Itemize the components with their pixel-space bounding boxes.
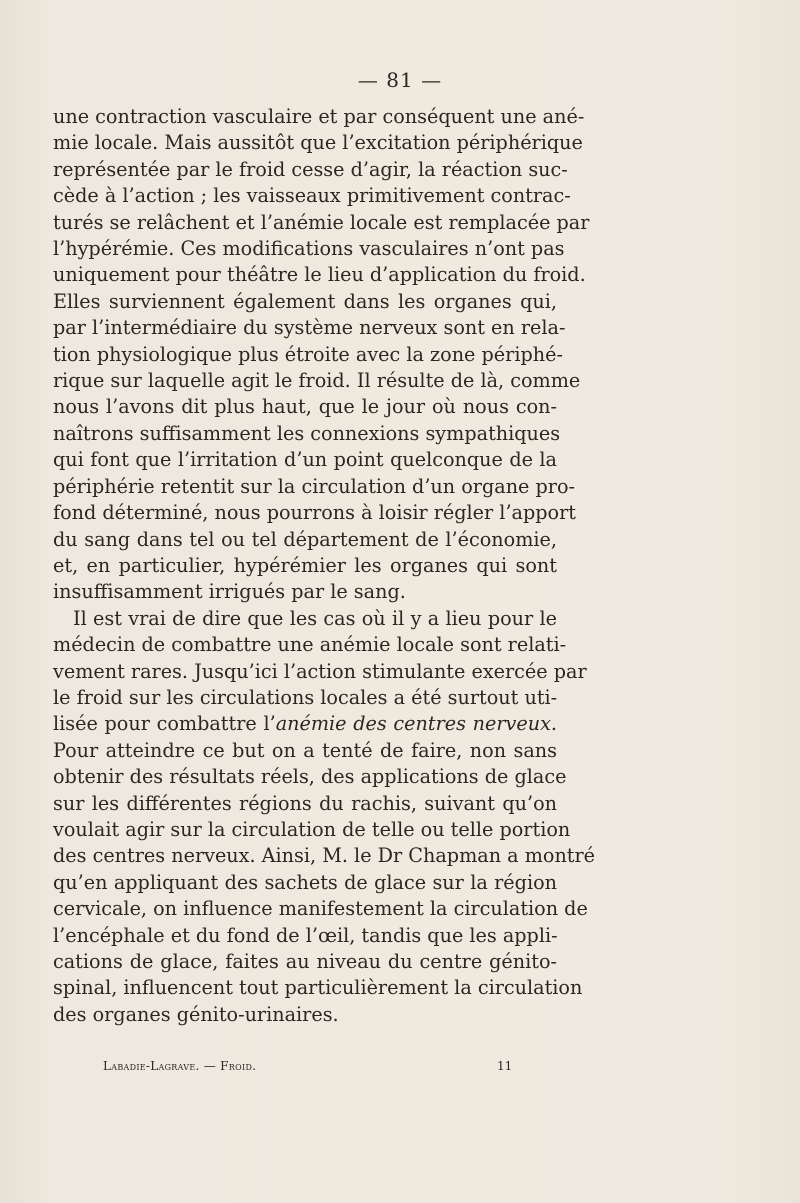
- text-line: qui font que l’irritation d’un point quelconque de la: [53, 448, 557, 472]
- text-line: naîtrons suffisamment les connexions sympathiques: [53, 421, 561, 445]
- text-line: représentée par le froid cesse d’agir, la réaction suc-: [53, 157, 568, 181]
- text-line: Pour atteindre ce but on a tenté de faire, non sans: [53, 738, 557, 762]
- text-line: cervicale, on influence manifestement la circulation de: [53, 897, 588, 921]
- text-line: le froid sur les circulations locales a été surtout uti-: [53, 685, 558, 709]
- footer-author: Labadie-Lagrave. — Froid.: [103, 1059, 257, 1073]
- text-line: nous l’avons dit plus haut, que le jour où nous con-: [53, 395, 557, 419]
- text-line: voulait agir sur la circulation de telle ou telle portion: [53, 817, 571, 841]
- text-line: vement rares. Jusqu’ici l’action stimulante exercée par: [53, 659, 587, 683]
- text-line: périphérie retentit sur la circulation d’un organe pro-: [53, 474, 575, 498]
- paragraph-2: [53, 606, 596, 1029]
- text-line: tion physiologique plus étroite avec la zone périphé-: [53, 342, 563, 366]
- text-line: cations de glace, faites au niveau du centre génito-: [53, 950, 557, 973]
- text-line: mie locale. Mais aussitôt que l’excitation périphérique: [53, 131, 583, 155]
- text-line: des centres nerveux. Ainsi, M. le Dr Chapman a montré: [53, 844, 596, 868]
- text-line: fond déterminé, nous pourrons à loisir régler l’apport: [53, 501, 576, 525]
- text-line: turés se relâchent et l’anémie locale est remplacée par: [53, 210, 590, 234]
- text-line: Elles surviennent également dans les organes qui,: [53, 289, 557, 313]
- text-line: rique sur laquelle agit le froid. Il résulte de là, comme: [53, 369, 581, 393]
- text-line: des organes génito-urinaires.: [53, 1002, 339, 1026]
- text-run: lisée pour combattre l’: [53, 712, 276, 736]
- text-line-with-italic: [53, 711, 557, 737]
- text-line: et, en particulier, hypérémier les organes qui sont: [53, 553, 557, 577]
- paragraph-1: [53, 104, 590, 606]
- text-line: cède à l’action ; les vaisseaux primitivement contrac-: [53, 184, 571, 208]
- italic-phrase: anémie des centres nerveux.: [275, 712, 557, 736]
- text-line: qu’en appliquant des sachets de glace sur la région: [53, 870, 557, 894]
- signature-mark: 11: [497, 1059, 513, 1073]
- text-line: obtenir des résultats réels, des applications de glace: [53, 765, 567, 789]
- text-line: par l’intermédiaire du système nerveux sont en rela-: [53, 316, 566, 340]
- text-line: spinal, influencent tout particulièrement la circulation: [53, 976, 583, 1000]
- body-text: [53, 104, 596, 1028]
- text-line: l’hypérémie. Ces modifications vasculaires n’ont pas: [53, 237, 565, 261]
- text-line: Il est vrai de dire que les cas où il y a lieu pour le: [73, 606, 557, 630]
- text-line: sur les différentes régions du rachis, suivant qu’on: [53, 791, 557, 815]
- text-line: une contraction vasculaire et par conséquent une ané-: [53, 105, 585, 128]
- text-line: du sang dans tel ou tel département de l’économie,: [53, 527, 557, 551]
- page-footer: [103, 1059, 523, 1073]
- text-line: médecin de combattre une anémie locale sont relati-: [53, 633, 567, 657]
- text-line: l’encéphale et du fond de l’œil, tandis que les appli-: [53, 923, 558, 947]
- text-line: insuffisamment irrigués par le sang.: [53, 580, 406, 604]
- text-line: uniquement pour théâtre le lieu d’application du froid.: [53, 263, 586, 287]
- page-number: — 81 —: [357, 68, 443, 92]
